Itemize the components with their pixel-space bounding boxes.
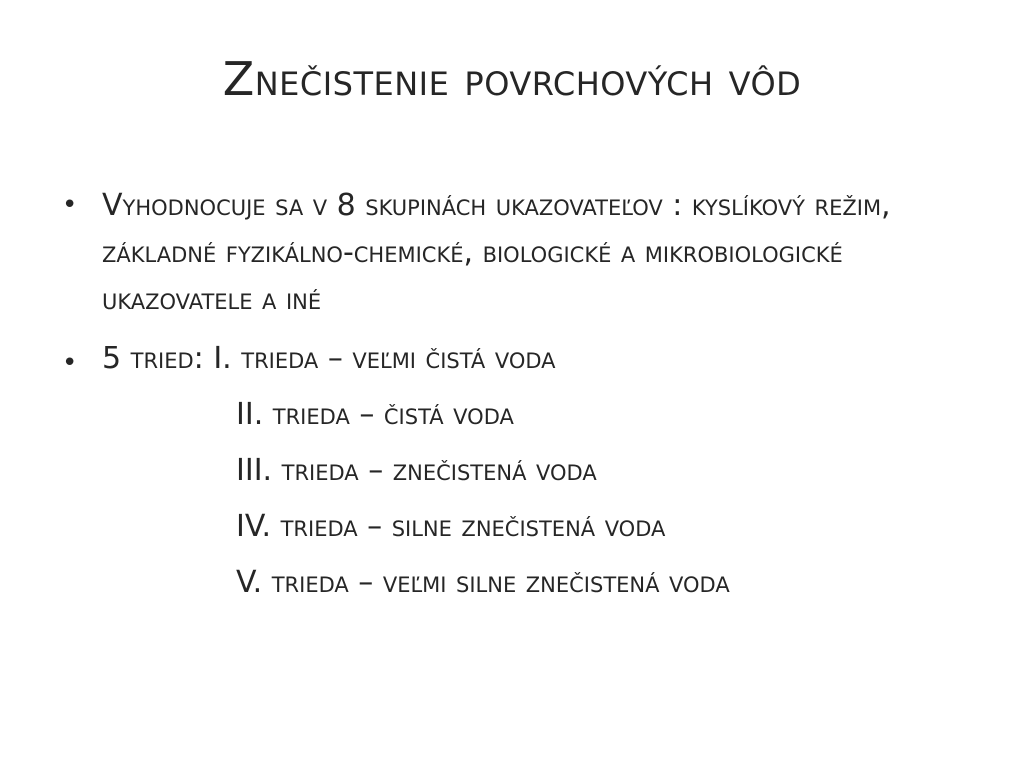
bullet-text: Vyhodnocuje sa v 8 skupinách ukazovateľov : kyslíkový režim, základné fyzikálno-chemické, biologické a mikrobiologické ukazovatele a iné	[102, 188, 891, 317]
bullet-icon: •	[62, 348, 78, 378]
class-line: II. trieda – čistá voda	[236, 397, 514, 432]
bullet-item	[58, 182, 978, 323]
bullet-icon: •	[62, 190, 78, 220]
bullet-text: 5 tried: I. trieda – veľmi čistá voda	[102, 341, 556, 376]
class-line: III. trieda – znečistená voda	[236, 453, 597, 488]
class-line: IV. trieda – silne znečistená voda	[236, 509, 666, 544]
slide-content	[58, 182, 978, 611]
bullet-item	[58, 331, 978, 387]
slide-title: Znečistenie povrchových vôd	[222, 52, 802, 106]
class-line: V. trieda – veľmi silne znečistená voda	[236, 565, 730, 600]
